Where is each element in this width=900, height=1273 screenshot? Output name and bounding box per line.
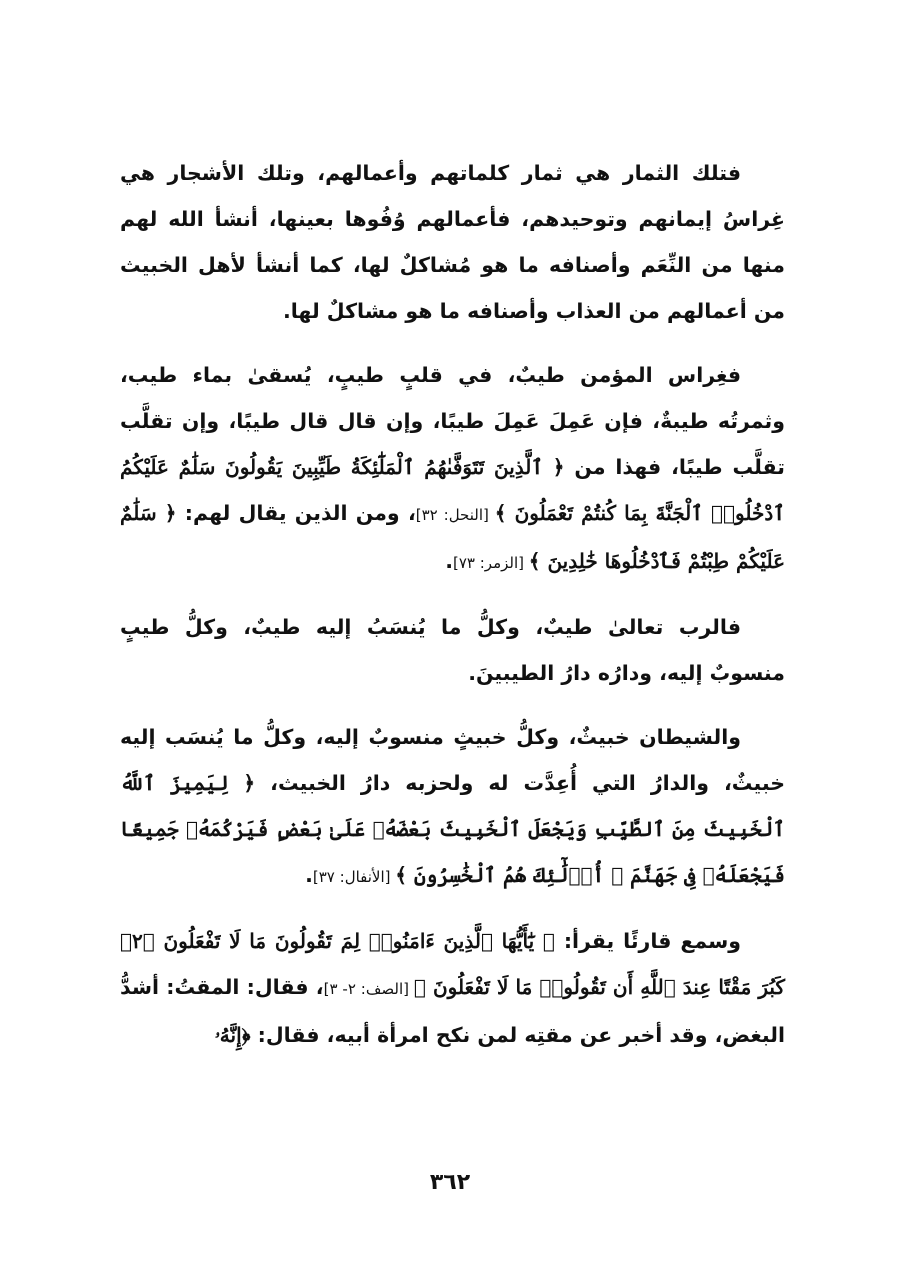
paragraph-5 <box>120 918 785 1058</box>
quran-verse: ﴿إِنَّهُۥ <box>214 1023 251 1047</box>
text-segment: فغِراس المؤمن طيبٌ، في قلبٍ طيبٍ، يُسقىٰ بماء طيب، وثمرتُه طيبةٌ، فإن عَمِلَ عَمِلَ طيبًا، وإن قال قال طيبًا، وإن تقلَّب تقلَّب طيبًا، فهذا من <box>120 363 785 479</box>
verse-reference: [الأنفال: ٣٧] <box>312 868 396 886</box>
body-text <box>120 150 785 1076</box>
text-segment: والشيطان خبيثٌ، وكلُّ خبيثٍ منسوبٌ إليه، وكلُّ ما يُنسَب إليه خبيثٌ، والدارُ التي أُعِدَّت له ولحزبه دارُ الخبيث، <box>120 725 785 795</box>
quran-verse: ﴿ يَٰٓأَيُّهَا ٱلَّذِينَ ءَامَنُوا۟ لِمَ تَقُولُونَ مَا لَا تَفْعَلُونَ ﴿٢﴾ كَبُرَ مَقْتًا عِندَ ٱللَّهِ أَن تَقُولُوا۟ مَا لَا تَفْعَلُونَ ﴾ <box>120 929 785 999</box>
text-segment: ، فقال: المقتُ: أشدُّ البغض، وقد أخبر عن مقتِه لمن نكح امرأة أبيه، فقال: <box>120 975 785 1047</box>
verse-reference: [النحل: ٣٢] <box>415 506 495 524</box>
text-segment: . <box>305 863 313 887</box>
quran-verse: ﴿ ٱلَّذِينَ تَتَوَفَّىٰهُمُ ٱلْمَلَٰٓئِكَةُ طَيِّبِينَ يَقُولُونَ سَلَٰمٌ عَلَيْكُمُ ٱدْخُلُوا۟ ٱلْجَنَّةَ بِمَا كُنتُمْ تَعْمَلُونَ ﴾ <box>120 455 785 525</box>
text-segment: ، ومن الذين يقال لهم: <box>176 501 416 525</box>
quran-verse: ﴿ لِيَمِيزَ ٱللَّهُ ٱلْخَبِيثَ مِنَ ٱلطَّيِّبِ وَيَجْعَلَ ٱلْخَبِيثَ بَعْضَهُۥ عَلَىٰ بَعْضٍ فَيَرْكُمَهُۥ جَمِيعًا فَيَجْعَلَهُۥ فِى جَهَنَّمَ ۚ أُو۟لَٰٓئِكَ هُمُ ٱلْخَٰسِرُونَ ﴾ <box>120 771 785 887</box>
verse-reference: [الصف: ٢- ٣] <box>323 980 414 998</box>
paragraph-2 <box>120 352 785 586</box>
quran-verse: ﴿ سَلَٰمٌ عَلَيْكُمْ طِبْتُمْ فَٱدْخُلُوهَا خَٰلِدِينَ ﴾ <box>120 501 785 573</box>
verse-reference: [الزمر: ٧٣] <box>453 554 529 572</box>
paragraph-1 <box>120 150 785 334</box>
paragraph-4 <box>120 714 785 900</box>
text-segment: فالرب تعالىٰ طيبٌ، وكلُّ ما يُنسَبُ إليه طيبٌ، وكلُّ طيبٍ منسوبٌ إليه، ودارُه دارُ الطيبينَ. <box>120 615 785 685</box>
paragraph-3 <box>120 604 785 696</box>
text-segment: وسمع قارئًا يقرأ: <box>554 929 741 953</box>
text-segment: . <box>445 549 453 573</box>
page-number: ٣٦٢ <box>429 1170 471 1195</box>
text-segment: فتلك الثمار هي ثمار كلماتهم وأعمالهم، وتلك الأشجار هي غِراسُ إيمانهم وتوحيدهم، فأعمالهم وُفُوها بعينها، أنشأ الله لهم منها من النِّعَم وأصنافه ما هو مُشاكلٌ لها، كما أنشأ لأهل الخبيث من أعمالهم من العذاب وأصنافه ما هو مشاكلٌ لها. <box>120 161 785 323</box>
